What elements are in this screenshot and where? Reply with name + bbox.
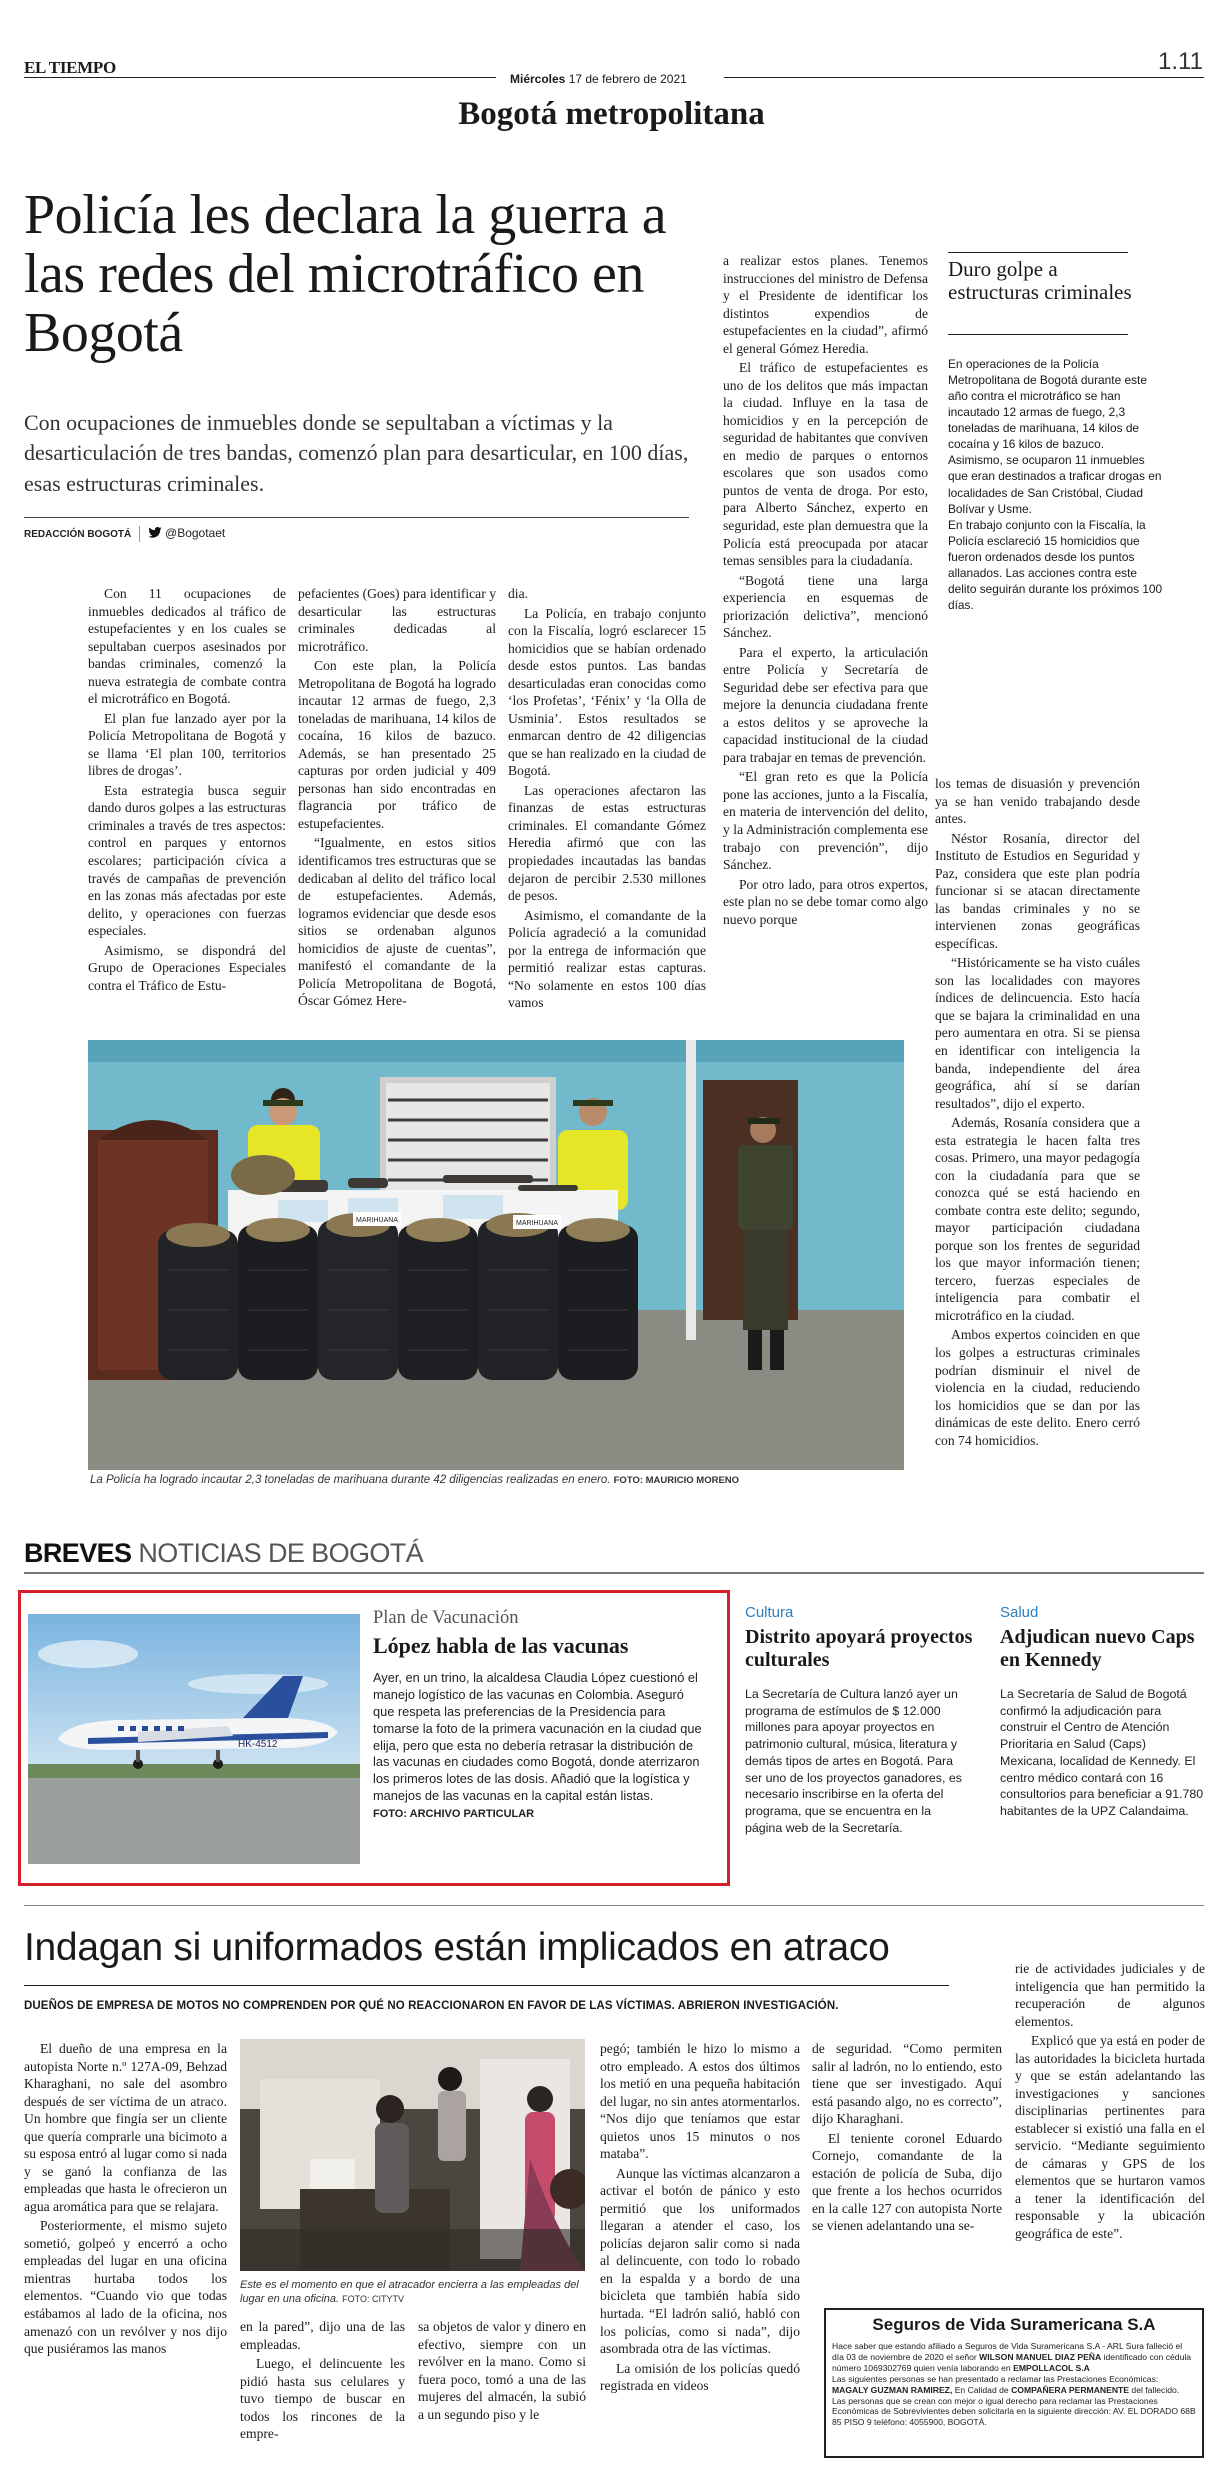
section-divider [24,1905,1204,1906]
paragraph: “Igualmente, en estos sitios identificamos tres estructuras que se dedicaban al delito del tráfico local de estupefacientes. Además, logramos evidenciar que desde esos sitios se ordenaban algunos homicidios de ajuste de cuentas”, manifestó el comandante de la Policía Metropolitana de Bogotá, Óscar Gómez Here- [298,835,496,1009]
brief-kicker: Salud [1000,1604,1039,1621]
airplane-illustration [28,1614,360,1864]
sidebar-title-rule [948,334,1128,335]
paragraph: Néstor Rosanía, director del Instituto de Estudios en Seguridad y Paz, considera que este plan podría funcionar si se atacan directamente las bandas criminales y no se intervienen zonas geográficas específicas. [935,830,1140,951]
header-date-text: 17 de febrero de 2021 [568,72,687,86]
article2-column-4 [600,2040,800,2397]
paragraph: Explicó que ya está en poder de las autoridades la bicicleta hurtada y que se están adelantando las investigaciones y sanciones disciplinarias pertinentes para establecer si existió una falla en el servicio. “Mediante seguimiento de cámaras y GPS de los elementos que se hurtaron vamos a tener la identificación del responsable y la ubicación geográfica de este”. [1015,2033,1205,2241]
breves-rule [24,1572,1204,1574]
article2-headline: Indagan si uniformados están implicados en atraco [24,1926,890,1969]
brief-kicker: Cultura [745,1604,794,1621]
notice-line: Hace saber que estando afiliado a Seguros de Vida Suramericana S.A - ARL Sura falleció el día 03 de noviembre de 2020 el señor [832,2341,1183,2362]
paragraph: en la pared”, dijo una de las empleadas. [240,2319,405,2352]
notice-line: del fallecido. [1131,2384,1180,2395]
brief-body: Ayer, en un trino, la alcaldesa Claudia López cuestionó el manejo logístico de las vacunas en Colombia. Aseguró que respeta las preferencias de la Presidencia para tomarse la foto de la primera vacunación en la ciudad que elija, pero que esta no debería retrasar la distribución de las vacunas en ciudades como Bogotá, donde aterrizaron los primeros lotes de las dosis. Añadió que la logística y manejos de las vacunas en la capital están listas. [373,1670,702,1804]
paragraph: pefacientes (Goes) para identificar y desarticular las estructuras criminales dedicadas al microtráfico. [298,586,496,654]
bag-label: MARIHUANA [355,1217,399,1224]
article-column-2 [298,585,496,1012]
paragraph: Esta estrategia busca seguir dando duros golpes a las estructuras criminales a través de tres aspectos: control en parques y entornos escolares; participación cívica a través de campañas de prevención en las zonas más afectadas por este delito, y operaciones con fuerzas especiales. [88,782,286,939]
page-number: 1.11 [1158,48,1203,75]
paragraph: Luego, el delincuente les pidió hasta sus celulares y tuvo tiempo de buscar en todos los rincones de la empre- [240,2356,405,2442]
article2-column-5 [812,2040,1002,2237]
paragraph: Además, Rosanía considera que a esta estrategia le hacen falta tres cosas. Primero, una mayor pedagogía con la ciudadanía para que se conozca qué se está haciendo en combate contra este delito; segundo, mayor participación ciudadana porque son los frentes de seguridad los que mayor información tienen; tercero, fuerzas especiales de inteligencia para combatir el microtráfico en la ciudad. [935,1115,1140,1323]
article-column-1 [88,585,286,996]
brand-logo: EL TIEMPO [24,58,116,77]
twitter-icon [148,527,162,538]
byline-author: REDACCIÓN BOGOTÁ [24,529,132,540]
paragraph: Asimismo, se dispondrá del Grupo de Operaciones Especiales contra el Tráfico de Estu- [88,942,286,993]
notice-claimant: MAGALY GUZMAN RAMIREZ, [832,2384,953,2395]
paragraph: dia. [508,586,529,601]
article2-column-2 [240,2318,405,2445]
sidebar-text [948,356,1163,613]
article-column-5 [935,775,1140,1451]
photo-credit: FOTO: ARCHIVO PARTICULAR [373,1808,535,1821]
sidebar-paragraph: En trabajo conjunto con la Fiscalía, la Policía esclareció 15 homicidios que fueron ordenados desde los puntos allanados. Las acciones contra este delito seguirán durante los próximos 100 días. [948,517,1163,612]
header-weekday: Miércoles [510,72,566,86]
brief-text [373,1670,706,1822]
photo-credit: FOTO: CITYTV [342,2294,404,2305]
breves-label [24,1538,423,1569]
brief-kicker: Plan de Vacunación [373,1608,519,1628]
sidebar-top-rule [948,252,1128,253]
article2-column-3 [418,2318,586,2425]
header-date [510,72,687,86]
paragraph: de seguridad. “Como permiten salir al ladrón, no lo entiendo, esto tiene que ser investigado. Aquí está pasando algo, no es correcto”, dijo Kharaghani. [812,2041,1002,2127]
paragraph: Las operaciones afectaron las finanzas de estas estructuras criminales. El comandante Gómez Heredia afirmó que con las propiedades incautadas las bandas dejaron de percibir 2.530 millones de pesos. [508,782,706,904]
notice-title: Seguros de Vida Suramericana S.A [872,2315,1156,2334]
photo-caption [240,2278,585,2307]
sidebar-paragraph: Asimismo, se ocuparon 11 inmuebles que eran destinados a traficar drogas en localidades de San Cristóbal, Ciudad Bolívar y Usme. [948,453,1162,516]
paragraph: “El gran reto es que la Policía pone las acciones, junto a la Fiscalía, en materia de intervención del delito, y la Administración complementa ese trabajo con prevención”, dijo Sánchez. [723,769,928,873]
security-camera-illustration [240,2039,585,2271]
notice-employer: EMPOLLACOL S.A [1013,2362,1090,2373]
paragraph: Posteriormente, el mismo sujeto sometió, golpeó y encerró a ocho empleadas del lugar en una oficina mientras hurtaba todos los elementos. “Cuando vio que todas estábamos al lado de la oficina, nos amenazó con un revólver y nos dijo que pusiéramos las manos [24,2218,227,2357]
paragraph: El dueño de una empresa en la autopista Norte n.º 127A-09, Behzad Kharaghani, no sale del asombro después de ser víctima de un atraco. Un hombre que fingía ser un cliente que quería comprarle una bicimoto a su esposa entró al lugar como si nada y se ganó la confianza de las empleadas que hasta le ofrecieron un agua aromática para que se relajara. [24,2041,227,2214]
twitter-handle[interactable]: @Bogotaet [165,526,226,540]
paragraph: a realizar estos planes. Tenemos instrucciones del ministro de Defensa y el Presidente de identificar los distintos expendios de estupefacientes en la ciudad”, afirmó el general Gómez Heredia. [723,253,928,356]
legal-notice [824,2308,1204,2458]
paragraph: sa objetos de valor y dinero en efectivo, siempre con un revólver en la mano. Como si fuera poco, tomó a una de las mujeres del almacén, la subió a un segundo piso y le [418,2319,586,2422]
notice-line: identificado con cédula número 1069302769 quien venía laborando en [832,2351,1192,2373]
article2-rule [24,1985,949,1986]
notice-role: COMPAÑERA PERMANENTE [1011,2384,1130,2395]
photo-caption [90,1474,900,1486]
header-rule-left [24,77,496,78]
plane-registration: HK-4512 [238,1739,278,1750]
byline-separator [139,526,140,542]
byline-rule [24,517,689,518]
deck: Con ocupaciones de inmuebles donde se sepultaban a víctimas y la desarticulación de tres bandas, comenzó plan para desarticular, en 100 días, esas estructuras criminales. [24,410,689,496]
brief-text: La Secretaría de Salud de Bogotá confirmó la adjudicación para construir el Centro de Atención Prioritaria en Salud (Caps) Mexicana, localidad de Kennedy. El centro médico contará con 16 consultorios para beneficiar a 91.780 habitantes de la UPZ Calandaima. [1000,1687,1204,1819]
sidebar-title: Duro golpe a estructuras criminales [948,257,1132,304]
breves-label-rest: NOTICIAS DE BOGOTÁ [138,1538,424,1568]
paragraph: Con 11 ocupaciones de inmuebles dedicados al tráfico de estupefacientes y en los cuales se sepultaban cuerpos asesinados por bandas criminales, comenzó la nueva estrategia de combate contra el microtráfico en Bogotá. [88,586,286,707]
photo-credit: FOTO: MAURICIO MORENO [613,1475,740,1486]
paragraph: “Bogotá tiene una larga experiencia en esquemas de priorización delictiva”, mencionó Sánchez. [723,572,928,641]
paragraph: Por otro lado, para otros expertos, este plan no se debe tomar como algo nuevo porque [723,876,928,927]
paragraph: La Policía, en trabajo conjunto con la Fiscalía, logró esclarecer 15 homicidios que se habían ordenado desde estos puntos. Las bandas desarticuladas eran conocidas como ‘los Profetas’, ‘Fénix’ y ‘la Olla de Usminia’. Estos resultados se enmarcan dentro de 42 diligencias que se han realizado en la ciudad de Bogotá. [508,605,706,779]
headline: Policía les declara la guerra a las redes del microtráfico en Bogotá [24,184,667,364]
paragraph: Aunque las víctimas alcanzaron a activar el botón de pánico y esto permitió que los uniformados llegaran a atender el caso, los policías dejaron salir como si nada al delincuente, con todo lo robado en la espalda y a bordo de una bicicleta que también había sido hurtada. “El ladrón salió, habló con los policías, como si nada”, dijo asombrada otra de las víctimas. [600,2165,800,2357]
notice-line: Las personas que se crean con mejor o igual derecho para reclamar las Prestaciones Económicas de Sobrevivientes deben solicitarla en la siguiente dirección: AV. EL DORADO 68B 85 PISO 9 teléfono: 4055900, BOGOTÁ. [832,2395,1196,2428]
paragraph: Con este plan, la Policía Metropolitana de Bogotá ha logrado incautar 12 armas de fuego, 2,3 toneladas de marihuana, 14 kilos de cocaína, 16 kilos de bazuco. Además, se han presentado 25 capturas por orden judicial y 409 personas han sido encontradas en flagrancia por tráfico de estupefacientes. [298,658,496,831]
breves-label-bold: BREVES [24,1538,132,1568]
article2-deck: DUEÑOS DE EMPRESA DE MOTOS NO COMPRENDEN POR QUÉ NO REACCIONARON EN FAVOR DE LAS VÍCTIMAS. ABRIERON INVESTIGACIÓN. [24,2000,839,2012]
airplane-photo [28,1614,360,1864]
paragraph: los temas de disuasión y prevención ya se han venido trabajando desde antes. [935,776,1140,827]
paragraph: El tráfico de estupefacientes es uno de los delitos que más impactan la ciudad. Influye en la tasa de homicidios y en la percepción de seguridad de habitantes que conviven en medio de parques o entornos escolares que son usados como puntos de venta de droga. Por esto, para Alberto Sánchez, experto en seguridad, este plan demuestra que la Policía está preocupada por atacar temas sensibles para la ciudadanía. [723,360,928,569]
robbery-photo [240,2039,585,2271]
byline [24,526,225,542]
notice-text [832,2341,1196,2428]
paragraph: Para el experto, la articulación entre Policía y Secretaría de Seguridad debe ser efectiva para que mejore la denuncia ciudadana frente a estos delitos y se aproveche la capacidad institucional de la ciudad para trabajar en temas de prevención. [723,644,928,765]
section-title: Bogotá metropolitana [458,96,765,132]
article2-column-6 [1015,1960,1205,2245]
photo-caption-text: La Policía ha logrado incautar 2,3 toneladas de marihuana durante 42 diligencias realizadas en enero. [90,1474,611,1486]
paragraph: La omisión de los policías quedó registrada en videos [600,2360,800,2394]
brief-title[interactable]: Distrito apoyará proyectos culturales [745,1626,973,1671]
paragraph: El plan fue lanzado ayer por la Policía Metropolitana de Bogotá y se llama ‘El plan 100, territorios libres de drogas’. [88,710,286,779]
article-column-4 [723,252,928,930]
paragraph: rie de actividades judiciales y de inteligencia que han permitido la recuperación de algunos elementos. [1015,1961,1205,2029]
paragraph: pegó; también le hizo lo mismo a otro empleado. A estos dos últimos los metió en una pequeña habitación del lugar, no sin antes atormentarlos. “Nos dijo que teníamos que estar quietos unos 15 minutos o nos mataba”. [600,2041,800,2162]
police-seizure-illustration [88,1040,904,1470]
notice-line: En Calidad de [954,2384,1009,2395]
paragraph: “Históricamente se ha visto cuáles son las localidades con mayores índices de delincuencia. Esto hacía que se bajara la criminalidad en una pero aumentara en otra. Si se piensa en identificar con inteligencia la banda, independiente del área geográfica, ahí sí se darían resultados”, dijo el experto. [935,955,1140,1111]
article-column-3 [508,585,706,1014]
header-rule-right [724,77,1204,78]
paragraph: Asimismo, el comandante de la Policía agradeció a la comunidad por la entrega de información que permitió realizar estas capturas. “No solamente en estos 100 días vamos [508,907,706,1011]
brief-text: La Secretaría de Cultura lanzó ayer un programa de estímulos de $ 12.000 millones para apoyar proyectos en patrimonio cultural, música, literatura y demás tipos de artes en Bogotá. Para ser uno de los proyectos ganadores, es necesario inscribirse en la oferta del programa, que se encuentra en la página web de la Secretaría. [745,1687,962,1835]
bag-label: MARIHUANA [515,1220,559,1227]
paragraph: Ambos expertos coinciden en que los golpes a estructuras criminales podrían disminuir el nivel de violencia en la ciudad, reduciendo los homicidios que se dan por las dinámicas de este delito. Enero cerró con 74 homicidios. [935,1327,1140,1448]
notice-line: Las siguientes personas se han presentado a reclamar las Prestaciones Económicas: [832,2373,1159,2384]
paragraph: El teniente coronel Eduardo Cornejo, comandante de la estación de policía de Suba, dijo que frente a los hechos ocurridos en la calle 127 con autopista Norte se vienen adelantando una se- [812,2130,1002,2234]
marijuana-bags [158,1212,638,1380]
main-photo [88,1040,904,1470]
sidebar-paragraph: En operaciones de la Policía Metropolitana de Bogotá durante este año contra el microtráfico se han incautado 12 armas de fuego, 2,3 toneladas de marihuana, 14 kilos de cocaína y 16 kilos de bazuco. [948,357,1147,452]
notice-deceased-name: WILSON MANUEL DIAZ PEÑA [979,2351,1102,2362]
brief-title[interactable]: Adjudican nuevo Caps en Kennedy [1000,1626,1195,1671]
brief-title[interactable]: López habla de las vacunas [373,1633,629,1658]
photo-caption-text: Este es el momento en que el atracador encierra a las empleadas del lugar en una oficina. [240,2279,579,2306]
article2-column-1 [24,2040,227,2360]
